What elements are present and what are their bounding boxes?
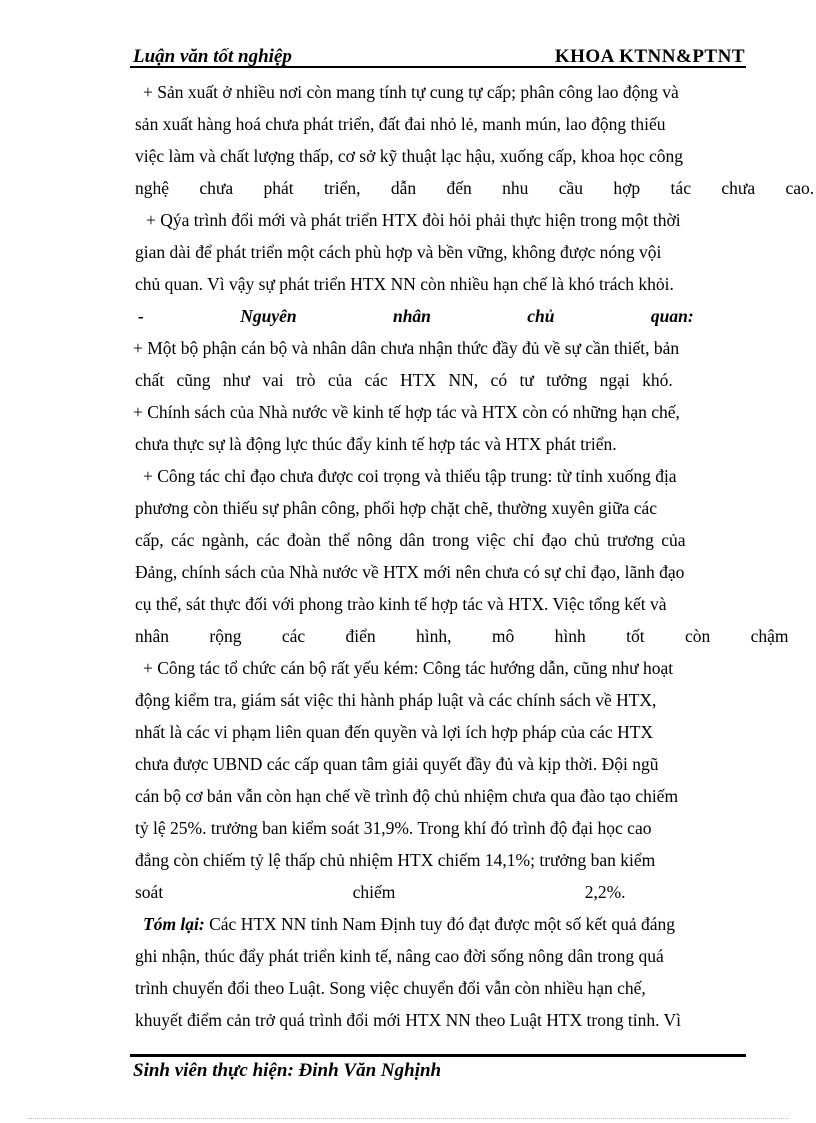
text-line: đẳng còn chiếm tỷ lệ thấp chủ nhiệm HTX chiếm 14,1%; trưởng ban kiểm [135, 850, 656, 870]
text-line: + Công tác tổ chức cán bộ rất yếu kém: Công tác hướng dẫn, cũng như hoạt [143, 658, 674, 678]
text-line: + Sản xuất ở nhiều nơi còn mang tính tự cung tự cấp; phân công lao động và [143, 82, 679, 102]
section-heading: - Nguyên nhân chủ quan: [138, 306, 694, 326]
text-line: cụ thể, sát thực đối với phong trào kinh tế hợp tác và HTX. Việc tổng kết và [135, 594, 667, 614]
header-thesis-label: Luận văn tốt nghiệp [133, 46, 292, 67]
summary-line [143, 909, 738, 939]
text-line: cấp, các ngành, các đoàn thể nông dân trong việc chỉ đạo chủ trương của [135, 530, 686, 550]
footer-author: Sinh viên thực hiện: Đinh Văn Nghịnh [133, 1060, 442, 1081]
text-line: + Chính sách của Nhà nước về kinh tế hợp tác và HTX còn có những hạn chế, [133, 402, 680, 422]
text-line: nghệ chưa phát triển, dẫn đến nhu cầu hợp tác chưa cao. [135, 178, 815, 198]
text-line: sản xuất hàng hoá chưa phát triển, đất đai nhỏ lẻ, manh mún, lao động thiếu [135, 114, 666, 134]
summary-label: Tóm lại: [143, 914, 205, 934]
text-line: soát chiếm 2,2%. [135, 882, 626, 902]
summary-text: Các HTX NN tỉnh Nam Định tuy đó đạt được một số kết quả đáng [204, 914, 675, 934]
text-line: động kiểm tra, giám sát việc thi hành pháp luật và các chính sách về HTX, [135, 690, 657, 710]
text-line: phương còn thiếu sự phân công, phối hợp chặt chẽ, thường xuyên giữa các [135, 498, 658, 518]
text-line: + Công tác chỉ đạo chưa được coi trọng và thiếu tập trung: từ tỉnh xuống địa [143, 466, 677, 486]
text-line: chưa thực sự là động lực thúc đẩy kinh tế hợp tác và HTX phát triển. [135, 434, 617, 454]
page-header [133, 44, 745, 66]
text-line: tỷ lệ 25%. trưởng ban kiểm soát 31,9%. Trong khí đó trình độ đại học cao [135, 818, 652, 838]
footer-divider [130, 1054, 746, 1057]
header-divider [130, 66, 746, 68]
text-line: gian dài để phát triển một cách phù hợp và bền vững, không được nóng vội [135, 242, 662, 262]
text-line: trình chuyển đổi theo Luật. Song việc chuyển đổi vẫn còn nhiều hạn chế, [135, 978, 646, 998]
text-line: chủ quan. Vì vậy sự phát triển HTX NN còn nhiều hạn chế là khó trách khỏi. [135, 274, 674, 294]
text-line: nhân rộng các điển hình, mô hình tốt còn chậm [135, 626, 789, 646]
text-line: + Qýa trình đổi mới và phát triển HTX đòi hỏi phải thực hiện trong một thời [146, 210, 681, 230]
text-line: khuyết điểm cản trở quá trình đổi mới HTX NN theo Luật HTX trong tỉnh. Vì [135, 1010, 682, 1030]
text-line: cán bộ cơ bản vẫn còn hạn chế về trình độ chủ nhiệm chưa qua đào tạo chiếm [135, 786, 679, 806]
text-line: Đảng, chính sách của Nhà nước về HTX mới nên chưa có sự chỉ đạo, lãnh đạo [135, 562, 685, 582]
text-line: chất cũng như vai trò của các HTX NN, có tư tưởng ngại khó. [135, 370, 673, 390]
text-line: việc làm và chất lượng thấp, cơ sở kỹ thuật lạc hậu, xuống cấp, khoa học công [135, 146, 683, 166]
header-faculty-label: KHOA KTNN&PTNT [554, 46, 745, 67]
text-line: chưa được UBND các cấp quan tâm giải quyết đầy đủ và kịp thời. Đội ngũ [135, 754, 659, 774]
text-line: ghi nhận, thúc đẩy phát triển kinh tế, nâng cao đời sống nông dân trong quá [135, 946, 664, 966]
text-line: + Một bộ phận cán bộ và nhân dân chưa nhận thức đầy đủ về sự cần thiết, bản [133, 338, 680, 358]
text-line: nhất là các vi phạm liên quan đến quyền và lợi ích hợp pháp của các HTX [135, 722, 654, 742]
page-edge [28, 1118, 788, 1119]
